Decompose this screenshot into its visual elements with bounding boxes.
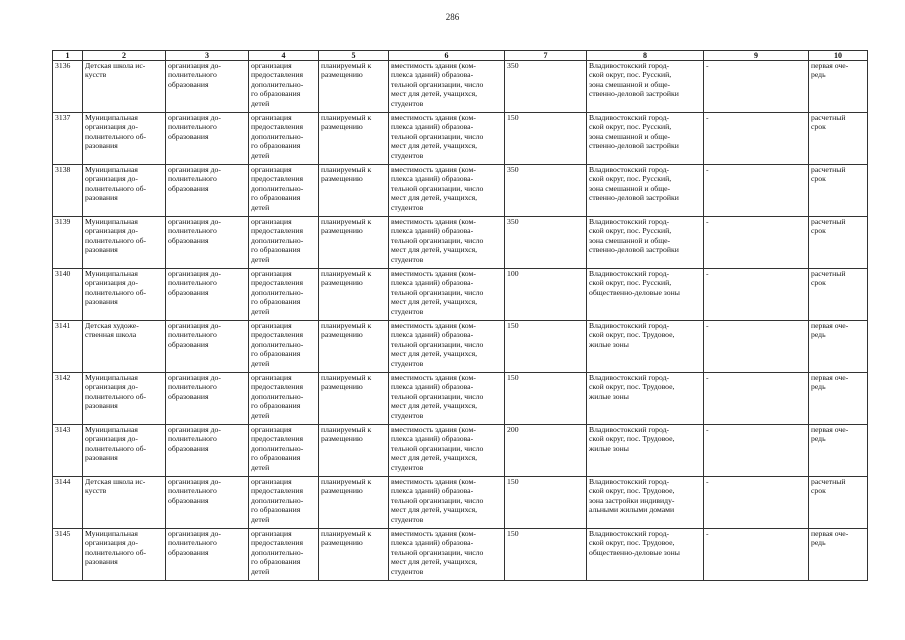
- cell-capacity: 150: [505, 113, 587, 165]
- table-row: [53, 165, 868, 217]
- page-number: 286: [445, 12, 460, 22]
- cell-id: 3140: [53, 269, 83, 321]
- cell-purpose: организация предоставления дополнительно- го образования детей: [249, 425, 319, 477]
- cell-name: Детская художе- ственная школа: [83, 321, 166, 373]
- column-header-9: 9: [704, 51, 809, 61]
- cell-type: организация до- полнительного образования: [166, 113, 249, 165]
- cell-stage: первая оче- редь: [809, 61, 868, 113]
- cell-zone: -: [704, 269, 809, 321]
- cell-purpose: организация предоставления дополнительно- го образования детей: [249, 269, 319, 321]
- cell-type: организация до- полнительного образования: [166, 477, 249, 529]
- cell-characteristic: вместимость здания (ком- плекса зданий) образова- тельной организации, число мест для детей, учащихся, студентов: [389, 425, 505, 477]
- cell-name: Муниципальная организация до- полнительного об- разования: [83, 373, 166, 425]
- cell-zone: -: [704, 165, 809, 217]
- cell-characteristic: вместимость здания (ком- плекса зданий) образова- тельной организации, число мест для детей, учащихся, студентов: [389, 217, 505, 269]
- column-header-6: 6: [389, 51, 505, 61]
- cell-type: организация до- полнительного образования: [166, 165, 249, 217]
- cell-status: планируемый к размещению: [319, 113, 389, 165]
- cell-characteristic: вместимость здания (ком- плекса зданий) образова- тельной организации, число мест для детей, учащихся, студентов: [389, 61, 505, 113]
- cell-id: 3137: [53, 113, 83, 165]
- cell-location: Владивостокский город- ской округ, пос. Трудовое, жилые зоны: [587, 321, 704, 373]
- cell-id: 3136: [53, 61, 83, 113]
- cell-location: Владивостокский город- ской округ, пос. Русский, зона смешанной и обще- ственно-деловой застройки: [587, 113, 704, 165]
- cell-capacity: 100: [505, 269, 587, 321]
- column-header-7: 7: [505, 51, 587, 61]
- cell-zone: -: [704, 529, 809, 581]
- cell-purpose: организация предоставления дополнительно- го образования детей: [249, 217, 319, 269]
- cell-stage: первая оче- редь: [809, 425, 868, 477]
- column-header-5: 5: [319, 51, 389, 61]
- cell-zone: -: [704, 321, 809, 373]
- cell-name: Детская школа ис- кусств: [83, 477, 166, 529]
- cell-name: Муниципальная организация до- полнительного об- разования: [83, 269, 166, 321]
- cell-purpose: организация предоставления дополнительно- го образования детей: [249, 373, 319, 425]
- cell-zone: -: [704, 425, 809, 477]
- cell-status: планируемый к размещению: [319, 217, 389, 269]
- cell-purpose: организация предоставления дополнительно- го образования детей: [249, 477, 319, 529]
- cell-id: 3142: [53, 373, 83, 425]
- cell-type: организация до- полнительного образования: [166, 425, 249, 477]
- table-row: [53, 425, 868, 477]
- cell-status: планируемый к размещению: [319, 165, 389, 217]
- cell-status: планируемый к размещению: [319, 321, 389, 373]
- cell-location: Владивостокский город- ской округ, пос. Трудовое, жилые зоны: [587, 373, 704, 425]
- table-row: [53, 61, 868, 113]
- cell-purpose: организация предоставления дополнительно- го образования детей: [249, 113, 319, 165]
- cell-name: Муниципальная организация до- полнительного об- разования: [83, 529, 166, 581]
- column-header-10: 10: [809, 51, 868, 61]
- column-header-1: 1: [53, 51, 83, 61]
- cell-purpose: организация предоставления дополнительно- го образования детей: [249, 61, 319, 113]
- cell-location: Владивостокский город- ской округ, пос. Трудовое, жилые зоны: [587, 425, 704, 477]
- cell-name: Муниципальная организация до- полнительного об- разования: [83, 217, 166, 269]
- table-row: [53, 113, 868, 165]
- cell-name: Детская школа ис- кусств: [83, 61, 166, 113]
- cell-zone: -: [704, 217, 809, 269]
- cell-characteristic: вместимость здания (ком- плекса зданий) образова- тельной организации, число мест для детей, учащихся, студентов: [389, 113, 505, 165]
- cell-zone: -: [704, 61, 809, 113]
- cell-purpose: организация предоставления дополнительно- го образования детей: [249, 321, 319, 373]
- cell-capacity: 350: [505, 217, 587, 269]
- table-row: [53, 269, 868, 321]
- cell-id: 3139: [53, 217, 83, 269]
- cell-location: Владивостокский город- ской округ, пос. Трудовое, зона застройки индивиду- альными жилыми домами: [587, 477, 704, 529]
- cell-characteristic: вместимость здания (ком- плекса зданий) образова- тельной организации, число мест для детей, учащихся, студентов: [389, 477, 505, 529]
- cell-capacity: 350: [505, 165, 587, 217]
- cell-location: Владивостокский город- ской округ, пос. Русский, зона смешанной и обще- ственно-деловой застройки: [587, 165, 704, 217]
- table-row: [53, 477, 868, 529]
- cell-id: 3141: [53, 321, 83, 373]
- column-header-3: 3: [166, 51, 249, 61]
- cell-stage: расчетный срок: [809, 165, 868, 217]
- table-header: [53, 51, 868, 61]
- cell-stage: расчетный срок: [809, 113, 868, 165]
- cell-id: 3138: [53, 165, 83, 217]
- cell-type: организация до- полнительного образования: [166, 269, 249, 321]
- cell-name: Муниципальная организация до- полнительного об- разования: [83, 165, 166, 217]
- cell-status: планируемый к размещению: [319, 425, 389, 477]
- cell-type: организация до- полнительного образования: [166, 217, 249, 269]
- cell-type: организация до- полнительного образования: [166, 373, 249, 425]
- cell-zone: -: [704, 477, 809, 529]
- cell-purpose: организация предоставления дополнительно- го образования детей: [249, 529, 319, 581]
- cell-characteristic: вместимость здания (ком- плекса зданий) образова- тельной организации, число мест для детей, учащихся, студентов: [389, 373, 505, 425]
- cell-name: Муниципальная организация до- полнительного об- разования: [83, 425, 166, 477]
- cell-capacity: 150: [505, 321, 587, 373]
- cell-location: Владивостокский город- ской округ, пос. Русский, общественно-деловые зоны: [587, 269, 704, 321]
- cell-id: 3145: [53, 529, 83, 581]
- cell-characteristic: вместимость здания (ком- плекса зданий) образова- тельной организации, число мест для детей, учащихся, студентов: [389, 269, 505, 321]
- cell-status: планируемый к размещению: [319, 477, 389, 529]
- cell-stage: первая оче- редь: [809, 373, 868, 425]
- cell-id: 3143: [53, 425, 83, 477]
- cell-zone: -: [704, 113, 809, 165]
- cell-stage: расчетный срок: [809, 477, 868, 529]
- registry-table: [52, 50, 868, 581]
- header-row: [53, 51, 868, 61]
- cell-capacity: 150: [505, 373, 587, 425]
- cell-characteristic: вместимость здания (ком- плекса зданий) образова- тельной организации, число мест для детей, учащихся, студентов: [389, 529, 505, 581]
- cell-type: организация до- полнительного образования: [166, 529, 249, 581]
- cell-location: Владивостокский город- ской округ, пос. Русский, зона смешанной и обще- ственно-деловой застройки: [587, 217, 704, 269]
- cell-location: Владивостокский город- ской округ, пос. Трудовое, общественно-деловые зоны: [587, 529, 704, 581]
- table-row: [53, 321, 868, 373]
- cell-status: планируемый к размещению: [319, 61, 389, 113]
- cell-zone: -: [704, 373, 809, 425]
- cell-status: планируемый к размещению: [319, 269, 389, 321]
- column-header-8: 8: [587, 51, 704, 61]
- cell-id: 3144: [53, 477, 83, 529]
- cell-capacity: 150: [505, 477, 587, 529]
- cell-stage: первая оче- редь: [809, 529, 868, 581]
- cell-stage: первая оче- редь: [809, 321, 868, 373]
- cell-status: планируемый к размещению: [319, 373, 389, 425]
- cell-status: планируемый к размещению: [319, 529, 389, 581]
- cell-type: организация до- полнительного образования: [166, 321, 249, 373]
- cell-characteristic: вместимость здания (ком- плекса зданий) образова- тельной организации, число мест для детей, учащихся, студентов: [389, 165, 505, 217]
- cell-stage: расчетный срок: [809, 217, 868, 269]
- cell-purpose: организация предоставления дополнительно- го образования детей: [249, 165, 319, 217]
- column-header-2: 2: [83, 51, 166, 61]
- table-row: [53, 217, 868, 269]
- cell-characteristic: вместимость здания (ком- плекса зданий) образова- тельной организации, число мест для детей, учащихся, студентов: [389, 321, 505, 373]
- cell-capacity: 200: [505, 425, 587, 477]
- cell-capacity: 150: [505, 529, 587, 581]
- table-row: [53, 373, 868, 425]
- cell-capacity: 350: [505, 61, 587, 113]
- table-row: [53, 529, 868, 581]
- cell-name: Муниципальная организация до- полнительного об- разования: [83, 113, 166, 165]
- cell-type: организация до- полнительного образования: [166, 61, 249, 113]
- table-body: [53, 61, 868, 581]
- cell-stage: расчетный срок: [809, 269, 868, 321]
- cell-location: Владивостокский город- ской округ, пос. Русский, зона смешанной и обще- ственно-деловой застройки: [587, 61, 704, 113]
- column-header-4: 4: [249, 51, 319, 61]
